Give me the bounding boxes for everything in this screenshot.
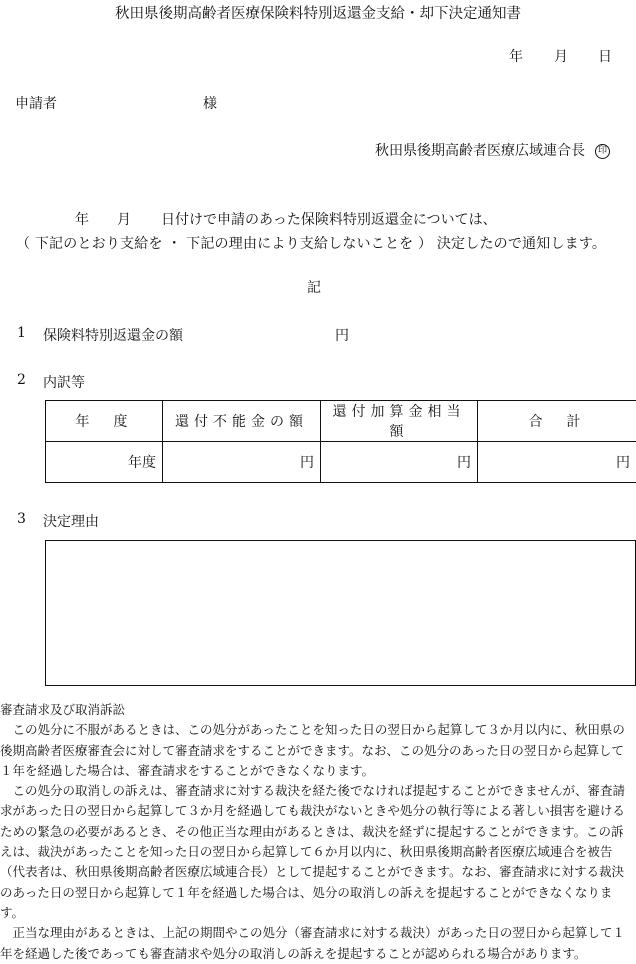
breakdown-table — [45, 400, 636, 483]
header-unrefundable-amount: 還付不能金の額 — [163, 401, 321, 442]
honorific: 様 — [203, 93, 217, 113]
date-day: 日 — [598, 46, 612, 66]
breakdown-header-row — [46, 401, 636, 442]
header-fiscal-year: 年 度 — [46, 401, 163, 442]
date-year: 年 — [509, 46, 523, 66]
section2-label: 内訳等 — [43, 372, 85, 392]
intro-year: 年 — [75, 209, 89, 229]
appeal-notice — [0, 700, 632, 964]
date-month: 月 — [554, 46, 568, 66]
header-total: 合 計 — [478, 401, 636, 442]
breakdown-row — [46, 442, 636, 483]
notice-heading: 審査請求及び取消訴訟 — [0, 700, 632, 720]
cell-additional-refund: 円 — [321, 442, 478, 483]
applicant-label: 申請者 — [15, 93, 57, 113]
intro-line2: （ 下記のとおり支給を ・ 下記の理由により支給しないことを ） 決定したので通知します。 — [16, 233, 606, 253]
intro-rest: 日付けで申請のあった保険料特別返還金については、 — [161, 209, 497, 229]
decision-reason-box — [45, 540, 636, 686]
cell-unrefundable-amount: 円 — [163, 442, 321, 483]
section3-number: 3 — [17, 511, 26, 527]
section1-unit: 円 — [335, 325, 349, 345]
section1-number: 1 — [17, 325, 26, 341]
cell-total: 円 — [478, 442, 636, 483]
seal-mark: 印 — [595, 144, 610, 159]
cell-fiscal-year: 年度 — [46, 442, 163, 483]
section1-label: 保険料特別返還金の額 — [43, 325, 183, 345]
notice-paragraph: この処分の取消しの訴えは、審査請求に対する裁決を経た後でなければ提起することができませんが、審査請求があった日の翌日から起算して３か月を経過しても裁決がないときや処分の執行等による著しい損害を避けるための緊急の必要があるとき、その他正当な理由があるときは、裁決を経ずに提起することができます。この訴えは、裁決があったことを知った日の翌日から起算して６か月以内に、秋田県後期高齢者医療広域連合を被告（代表者は、秋田県後期高齢者医療広域連合長）として提起することができます。なお、審査請求に対する裁決のあった日の翌日から起算して１年を経過した場合は、処分の取消しの訴えを提起することができなくなります。 — [0, 781, 632, 923]
ki-heading: 記 — [307, 277, 321, 297]
document-title: 秋田県後期高齢者医療保険料特別返還金支給・却下決定通知書 — [0, 2, 636, 23]
section3-label: 決定理由 — [43, 511, 99, 531]
section2-number: 2 — [17, 372, 26, 388]
notice-paragraph: この処分に不服があるときは、この処分があったことを知った日の翌日から起算して３か月以内に、秋田県の後期高齢者医療審査会に対して審査請求をすることができます。なお、この処分のあった日の翌日から起算して１年を経過した場合は、審査請求をすることができなくなります。 — [0, 720, 632, 781]
header-additional-refund: 還付加算金相当額 — [321, 401, 478, 442]
intro-month: 月 — [117, 209, 131, 229]
issuer — [375, 140, 610, 160]
issuer-name: 秋田県後期高齢者医療広域連合長 — [375, 143, 585, 159]
notice-paragraph: 正当な理由があるときは、上記の期間やこの処分（審査請求に対する裁決）があった日の翌日から起算して１年を経過した後であっても審査請求や処分の取消しの訴えを提起することが認められる場合があります。 — [0, 923, 632, 964]
